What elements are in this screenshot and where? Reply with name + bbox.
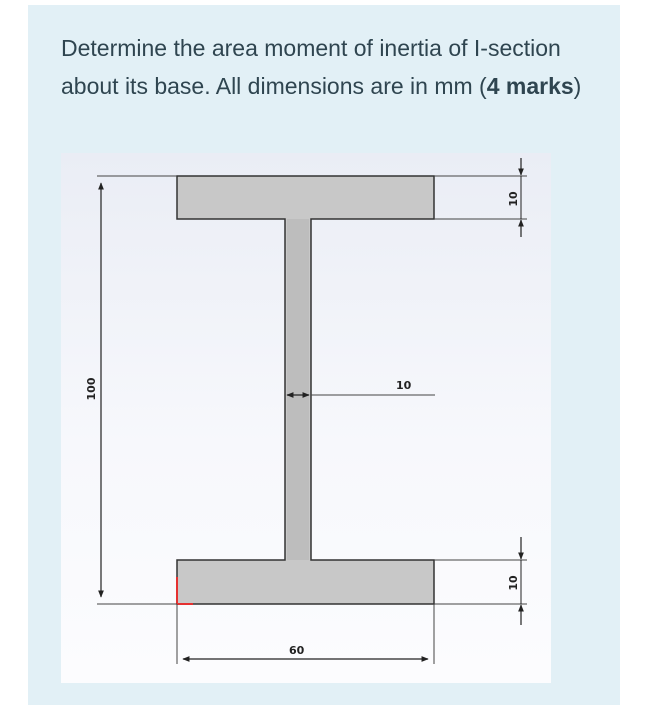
- height-dim-label: 100: [85, 377, 98, 401]
- i-section-drawing: [61, 153, 551, 683]
- web-dim-label: 10: [396, 379, 412, 392]
- bottom-flange-dim-label: 10: [507, 575, 520, 591]
- question-card: [28, 5, 620, 705]
- question-text: [61, 29, 606, 105]
- question-body: Determine the area moment of inertia of I-section about its base. All dimensions are in mm (: [61, 35, 561, 99]
- width-dim-label: 60: [289, 644, 305, 657]
- web-shade: [287, 219, 309, 560]
- question-close: ): [573, 73, 582, 99]
- i-section-svg: [61, 153, 551, 683]
- top-flange-dim-label: 10: [507, 191, 520, 207]
- marks-label: 4 marks: [486, 73, 574, 99]
